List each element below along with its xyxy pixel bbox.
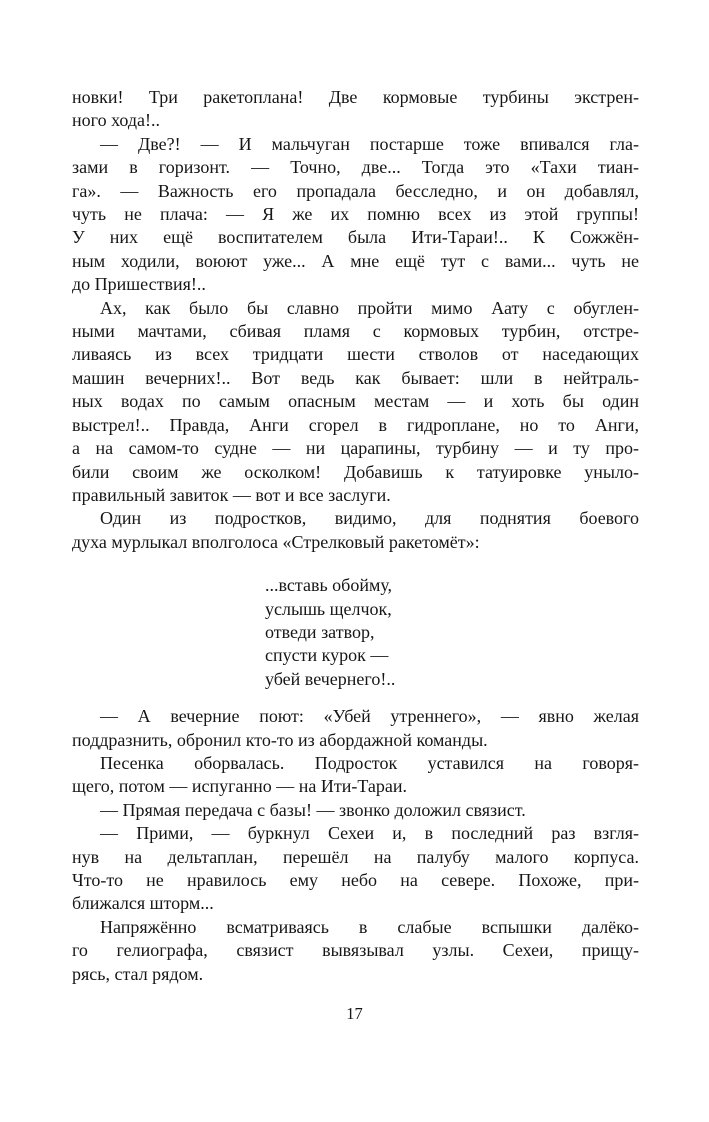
page-number: 17: [346, 1004, 363, 1023]
text-line: Один из подростков, видимо, для поднятия боевого: [100, 508, 639, 529]
paragraph: [72, 507, 639, 554]
text-line: — Две?! — И мальчуган постарше тоже впивался гла-: [100, 133, 639, 154]
text-line: чуть не плача: — Я же их помню всех из этой группы!: [72, 204, 639, 225]
text-line: У них ещё воспитателем была Ити-Тараи!.. К Сожжён-: [72, 227, 639, 248]
paragraph: [72, 297, 639, 508]
text-line: ближался шторм...: [72, 893, 214, 914]
paragraph: [72, 752, 639, 799]
text-line: Напряжённо всматриваясь в слабые вспышки далёко-: [100, 916, 639, 937]
text-line: били своим же осколком! Добавишь к татуировке уныло-: [72, 461, 639, 482]
text-line: га». — Важность его пропадала бесследно, и он добавлял,: [72, 180, 639, 201]
text-line: рясь, стал рядом.: [72, 963, 204, 984]
paragraph: [72, 822, 639, 916]
text-line: — Прими, — буркнул Сехеи и, в последний раз взгля-: [100, 823, 639, 844]
verse-line: спусти курок —: [265, 645, 389, 666]
paragraph: [72, 705, 639, 752]
text-line: го гелиографа, связист вывязывал узлы. Сехеи, прищу-: [72, 940, 639, 961]
text-line: — А вечерние поют: «Убей утреннего», — явно желая: [100, 706, 639, 727]
text-line: ными мачтами, сбивая пламя с кормовых турбин, отстре-: [72, 321, 639, 342]
text-line: а на самом-то судне — ни царапины, турбину — и ту про-: [72, 438, 639, 459]
verse-block: [265, 574, 639, 691]
verse-line: отведи затвор,: [265, 621, 375, 642]
text-line: Песенка оборвалась. Подросток уставился на говоря-: [100, 752, 639, 773]
text-line: ного хода!..: [72, 110, 161, 131]
verse-line: ...вставь обойму,: [265, 575, 393, 596]
text-line: зами в горизонт. — Точно, две... Тогда это «Тахи тиан-: [72, 157, 639, 178]
text-line: правильный завиток — вот и все заслуги.: [72, 484, 391, 505]
paragraph: [72, 133, 639, 297]
text-line: новки! Три ракетоплана! Две кормовые турбины экстрен-: [72, 87, 639, 107]
text-line: Ах, как было бы славно пройти мимо Аату с обуглен-: [100, 297, 639, 318]
page-text: [72, 86, 639, 986]
text-line: духа мурлыкал вполголоса «Стрелковый ракетомёт»:: [72, 531, 480, 552]
text-line: ных водах по самым опасным местам — и хоть бы один: [72, 391, 639, 412]
text-line: ным ходили, воюют уже... А мне ещё тут с вами... чуть не: [72, 250, 639, 271]
text-line: щего, потом — испуганно — на Ити-Тараи.: [72, 776, 408, 797]
verse-line: услышь щелчок,: [265, 598, 392, 619]
paragraph: [72, 86, 639, 133]
text-line: поддразнить, обронил кто-то из абордажной команды.: [72, 729, 488, 750]
text-line: до Пришествия!..: [72, 274, 206, 295]
text-line: выстрел!.. Правда, Анги сгорел в гидроплане, но то Анги,: [72, 414, 639, 435]
text-line: Что-то не нравилось ему небо на севере. Похоже, при-: [72, 870, 639, 890]
text-line: нув на дельтаплан, перешёл на палубу малого корпуса.: [72, 846, 639, 867]
text-line: машин вечерних!.. Вот ведь как бывает: шли в нейтраль-: [72, 367, 639, 388]
verse-line: убей вечернего!..: [265, 668, 396, 689]
paragraph: [72, 799, 639, 822]
text-line: — Прямая передача с базы! — звонко доложил связист.: [100, 799, 526, 820]
text-line: ливаясь из всех тридцати шести стволов от наседающих: [72, 344, 639, 365]
paragraph: [72, 916, 639, 986]
